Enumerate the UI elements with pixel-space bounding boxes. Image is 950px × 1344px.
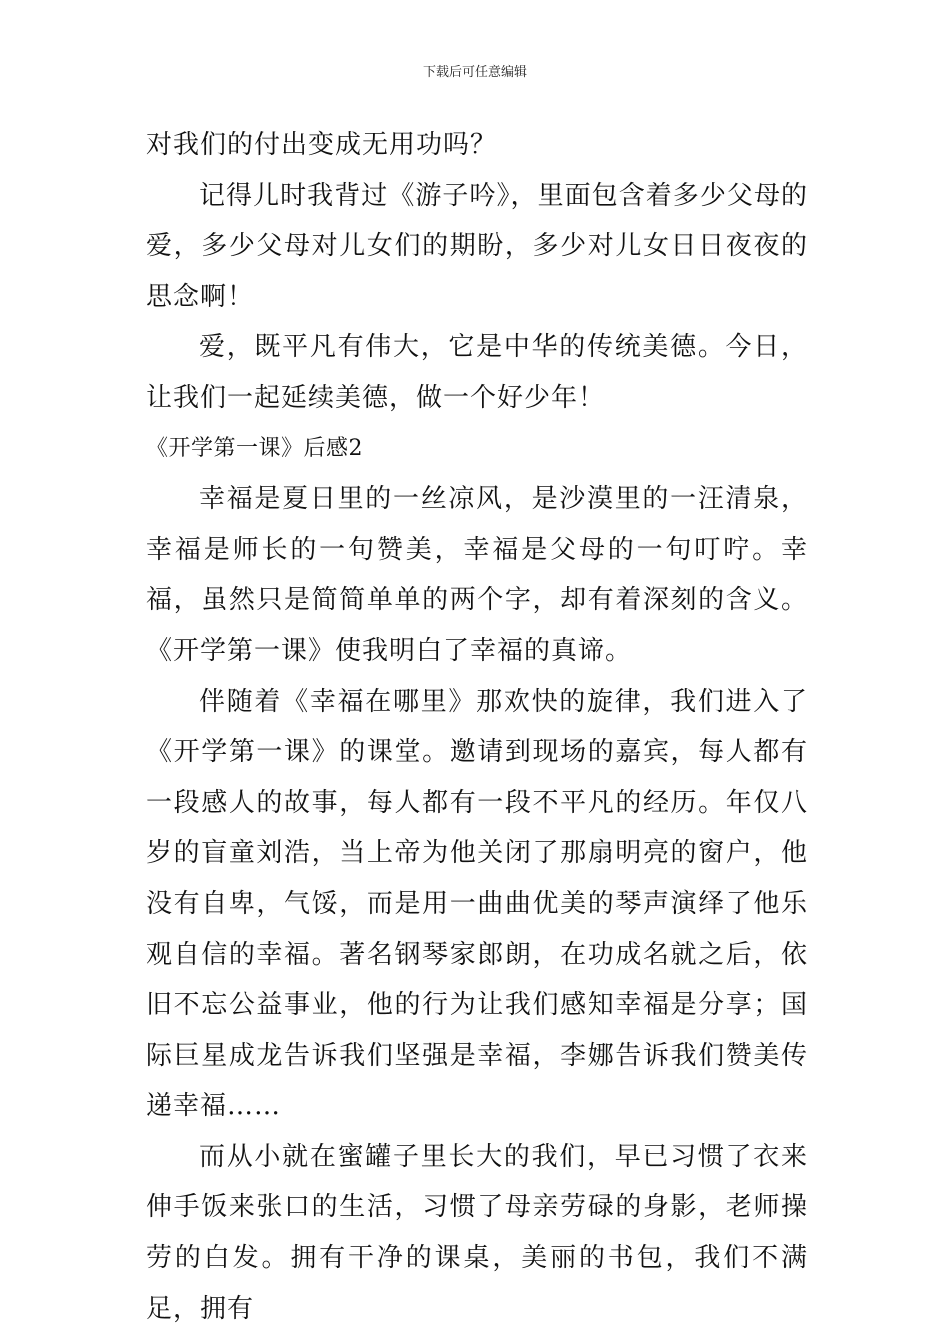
- section-heading: 《开学第一课》后感2: [146, 435, 363, 461]
- paragraph-6: 而从小就在蜜罐子里长大的我们，早已习惯了衣来伸手饭来张口的生活，习惯了母亲劳碌的身影，老师操劳的白发。拥有干净的课桌，美丽的书包，我们不满足，拥有: [146, 1141, 808, 1324]
- paragraph-5: 伴随着《幸福在哪里》那欢快的旋律，我们进入了《开学第一课》的课堂。邀请到现场的嘉宾，每人都有一段感人的故事，每人都有一段不平凡的经历。年仅八岁的盲童刘浩，当上帝为他关闭了那扇明亮的窗户，他没有自卑，气馁，而是用一曲曲优美的琴声演绎了他乐观自信的幸福。著名钢琴家郎朗，在功成名就之后，依旧不忘公益事业，他的行为让我们感知幸福是分享；国际巨星成龙告诉我们坚强是幸福，李娜告诉我们赞美传递幸福……: [146, 686, 808, 1122]
- paragraph-1: 对我们的付出变成无用功吗？: [146, 130, 498, 160]
- paragraph-3: 爱，既平凡有伟大，它是中华的传统美德。今日，让我们一起延续美德，做一个好少年！: [146, 332, 808, 413]
- paragraph-2: 记得儿时我背过《游子吟》，里面包含着多少父母的爱，多少父母对儿女们的期盼，多少对儿女日日夜夜的思念啊！: [146, 180, 808, 312]
- paragraph-4: 幸福是夏日里的一丝凉风，是沙漠里的一汪清泉，幸福是师长的一句赞美，幸福是父母的一句叮咛。幸福，虽然只是简简单单的两个字，却有着深刻的含义。《开学第一课》使我明白了幸福的真谛。: [146, 484, 808, 666]
- page-header: 下载后可任意编辑: [422, 65, 527, 80]
- document-body: [146, 120, 808, 1334]
